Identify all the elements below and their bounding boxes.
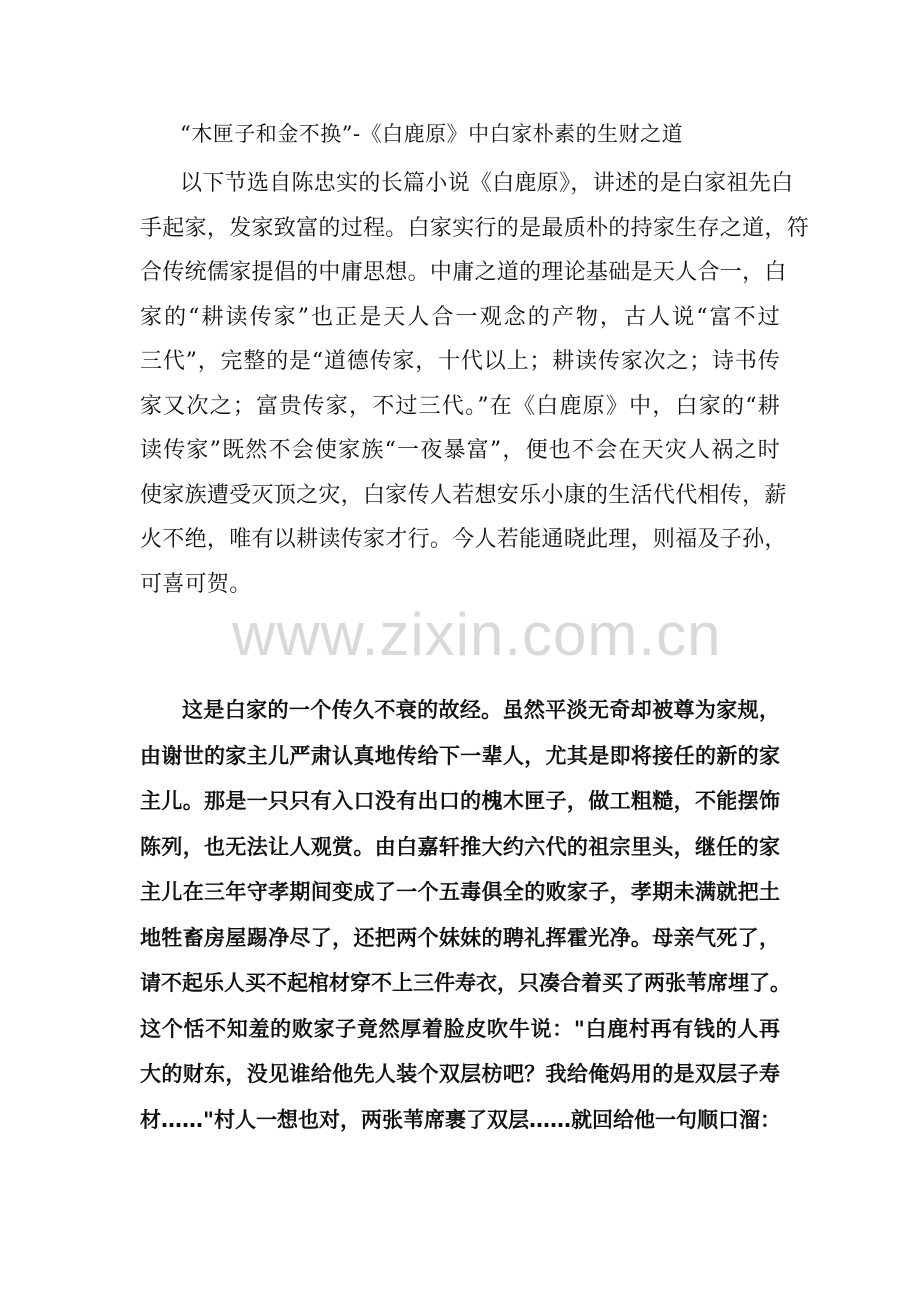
excerpt-line: 大的财东，没见谁给他先人装个双层枋吧？我给俺妈用的是双层子寿 xyxy=(140,1062,780,1086)
intro-line: 可喜可贺。 xyxy=(140,571,252,597)
excerpt-line: 请不起乐人买不起棺材穿不上三件寿衣，只凑合着买了两张苇席埋了。 xyxy=(140,971,791,995)
intro-paragraph xyxy=(140,162,810,607)
excerpt-line: 由谢世的家主儿严肃认真地传给下一辈人，尤其是即将接任的新的家 xyxy=(140,743,780,768)
intro-line: 手起家，发家致富的过程。白家实行的是最质朴的持家生存之道，符 xyxy=(140,215,810,241)
intro-line: 使家族遭受灭顶之灾，白家传人若想安乐小康的生活代代相传，薪 xyxy=(140,482,787,508)
excerpt-paragraph xyxy=(140,688,791,1143)
intro-line: 读传家”既然不会使家族“一夜暴富”，便也不会在天灾人祸之时 xyxy=(140,438,780,463)
intro-line: 三代”，完整的是“道德传家，十代以上；耕读传家次之；诗书传 xyxy=(140,349,780,374)
excerpt-line: 主儿。那是一只只有入口没有出口的槐木匣子，做工粗糙，不能摆饰 xyxy=(140,789,780,813)
intro-line: 家又次之；富贵传家，不过三代。”在《白鹿原》中，白家的“耕 xyxy=(140,393,780,419)
excerpt-line: 这是白家的一个传久不衰的故经。虽然平淡无奇却被尊为家规， xyxy=(182,698,780,722)
intro-line: 合传统儒家提倡的中庸思想。中庸之道的理论基础是天人合一，白 xyxy=(140,260,787,285)
intro-line: 火不绝，唯有以耕读传家才行。今人若能通晓此理，则福及子孙， xyxy=(140,527,787,552)
intro-line: 以下节选自陈忠实的长篇小说《白鹿原》，讲述的是白家祖先白 xyxy=(180,171,794,196)
intro-line: 家的“耕读传家”也正是天人合一观念的产物，古人说“富不过 xyxy=(140,304,780,330)
excerpt-line: 材……"村人一想也对，两张苇席裹了双层……就回给他一句顺口溜： xyxy=(140,1107,781,1132)
excerpt-line: 主儿在三年守孝期间变成了一个五毒俱全的败家子，孝期未满就把土 xyxy=(140,880,780,904)
watermark: www.zixin.com.cn xyxy=(232,601,722,668)
excerpt-line: 这个恬不知羞的败家子竟然厚着脸皮吹牛说："白鹿村再有钱的人再 xyxy=(140,1016,780,1041)
excerpt-line: 地牲畜房屋踢净尽了，还把两个妹妹的聘礼挥霍光净。母亲气死了， xyxy=(140,925,780,950)
document-title: “木匣子和金不换”-《白鹿原》中白家朴素的生财之道 xyxy=(180,122,684,146)
excerpt-line: 陈列，也无法让人观赏。由白嘉轩推大约六代的祖宗里头，继任的家 xyxy=(140,834,780,859)
